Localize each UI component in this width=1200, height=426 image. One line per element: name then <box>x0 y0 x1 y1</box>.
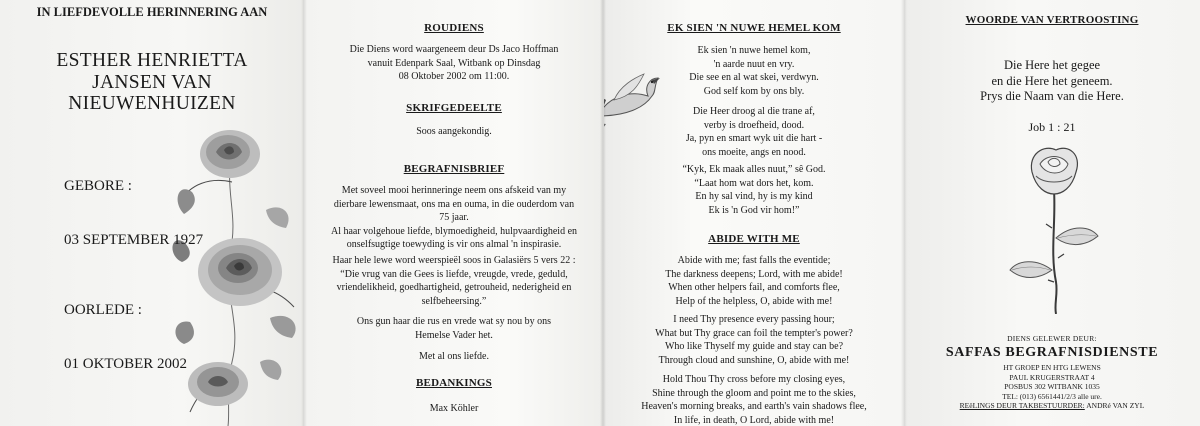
letter-paragraph-3 <box>304 315 604 342</box>
text-line: Die Diens word waargeneem deur Ds Jaco Hoffman <box>349 44 559 55</box>
undertaker-street: PAUL KRUGERSTRAAT 4 <box>1009 372 1095 382</box>
text-line: Al haar volgehoue liefde, blymoedigheid, hulpvaardigheid en <box>330 225 578 237</box>
text-line: Who like Thyself my guide and stay can be? <box>664 341 844 353</box>
text-line: God self kom by ons bly. <box>703 85 805 97</box>
text-line: Shine through the gloom and point me to the skies, <box>652 387 856 399</box>
poem-stanza-2 <box>604 105 904 159</box>
text-line: “Die vrug van die Gees is liefde, vreugde, vrede, geduld, <box>340 268 568 280</box>
text-line: onselfsugtige toewyding is vir ons almal 'n inspirasie. <box>346 239 562 251</box>
hymn-stanza-2 <box>604 313 904 367</box>
comfort-panel <box>904 0 1200 426</box>
text-line: What but Thy grace can foil the tempter's power? <box>655 327 853 339</box>
name-line: ESTHER HENRIETTA <box>56 50 248 71</box>
born-label: GEBORE : <box>64 178 132 194</box>
hymn-stanza-3 <box>604 373 904 426</box>
arranger-name: ANDRé VAN ZYL <box>1086 401 1145 410</box>
service-text <box>304 43 604 84</box>
letter-paragraph-1 <box>304 184 604 252</box>
text-line: 75 jaar. <box>439 212 469 224</box>
undertaker-arranger <box>904 401 1200 411</box>
letter-paragraph-2 <box>304 254 604 308</box>
poem-stanza-1 <box>604 44 904 98</box>
delivered-by-label: DIENS GELEWER DEUR: <box>1007 334 1097 343</box>
intro-heading: IN LIEFDEVOLLE HERINNERING AAN <box>36 5 268 19</box>
text-line: en die Here het geneem. <box>991 73 1113 88</box>
text-line: Through cloud and sunshine, O, abide with me! <box>658 354 850 366</box>
text-line: “Laat hom wat dors het, kom. <box>694 177 814 189</box>
undertaker-group: HT GROEP EN HTG LEWENS <box>1003 363 1101 372</box>
text-line: verby is droefheid, dood. <box>703 119 805 131</box>
text-line: Ons gun haar die rus en vrede wat sy nou by ons <box>356 316 552 327</box>
text-line: Prys die Naam van die Here. <box>980 89 1124 103</box>
text-line: Haar hele lewe word weerspieël soos in Galasiërs 5 vers 22 : <box>332 255 576 266</box>
text-line: Met soveel mooi herinneringe neem ons afskeid van my <box>341 185 567 196</box>
cover-panel <box>0 0 304 426</box>
name-line: JANSEN VAN <box>92 71 212 93</box>
comfort-reference: Job 1 : 21 <box>1028 120 1076 134</box>
text-line: In life, in death, O Lord, abide with me! <box>673 414 835 426</box>
text-line: Hold Thou Thy cross before my closing eyes, <box>662 374 846 385</box>
thanks-heading: BEDANKINGS <box>416 377 492 389</box>
undertaker-details <box>904 363 1200 411</box>
text-line: Ek sien 'n nuwe hemel kom, <box>697 45 811 56</box>
thanks-name: Max Köhler <box>429 403 479 414</box>
hymn-heading: ABIDE WITH ME <box>708 233 800 245</box>
text-line: ons moeite, angs en nood. <box>702 146 806 158</box>
poem-stanza-3 <box>604 163 904 217</box>
text-line: dierbare lewensmaat, ons ma en ouma, in die ouderdom van <box>333 198 575 210</box>
text-line: The darkness deepens; Lord, with me abide! <box>665 268 843 280</box>
text-line: I need Thy presence every passing hour; <box>673 314 835 325</box>
undertaker-pobox: POSBUS 302 WITBANK 1035 <box>1004 382 1100 391</box>
rose-top <box>200 130 260 178</box>
text-line: vriendelikheid, goedhartigheid, getrouheid, nederigheid en <box>336 282 572 294</box>
text-line: En hy sal vind, hy is my kind <box>695 191 813 203</box>
text-line: Hemelse Vader het. <box>415 329 493 341</box>
service-heading: ROUDIENS <box>424 22 484 34</box>
text-line: “Kyk, Ek maak alles nuut,” sê God. <box>682 164 826 175</box>
text-line: 'n aarde nuut en vry. <box>713 58 795 70</box>
roses-illustration <box>170 122 304 426</box>
rose-bottom <box>188 362 248 406</box>
died-date: 01 OKTOBER 2002 <box>64 356 188 372</box>
deceased-name <box>0 50 304 115</box>
text-line: Die Here het gegee <box>1003 58 1101 72</box>
text-line: Ek is 'n God vir hom!” <box>708 204 800 216</box>
text-line: Ja, pyn en smart wyk uit die hart - <box>685 133 823 145</box>
name-line: NIEUWENHUIZEN <box>68 93 236 114</box>
text-line: Heaven's morning breaks, and earth's vain shadows flee, <box>641 401 867 413</box>
undertaker-name: SAFFAS BEGRAFNISDIENSTE <box>945 345 1159 360</box>
text-line: Die Heer droog al die trane af, <box>693 106 815 117</box>
scripture-heading: SKRIFGEDEELTE <box>406 102 502 114</box>
text-line: vanuit Edenpark Saal, Witbank op Dinsdag <box>367 57 541 69</box>
scripture-text: Soos aangekondig. <box>416 126 492 137</box>
letter-heading: BEGRAFNISBRIEF <box>403 163 505 175</box>
single-rose-illustration <box>1006 142 1102 314</box>
service-panel <box>304 0 604 426</box>
text-line: When other helpers fail, and comforts flee, <box>668 282 840 294</box>
text-line: selfbeheersing.” <box>421 295 487 307</box>
arranger-label: REëLINGS DEUR TAKBESTUURDER: <box>959 401 1085 410</box>
born-date: 03 SEPTEMBER 1927 <box>64 232 204 248</box>
text-line: 08 Oktober 2002 om 11:00. <box>398 71 510 83</box>
hymn-stanza-1 <box>604 254 904 308</box>
text-line: Die see en al wat skei, verdwyn. <box>689 72 819 84</box>
comfort-verse <box>904 58 1200 105</box>
poem-heading: EK SIEN 'N NUWE HEMEL KOM <box>667 22 841 34</box>
text-line: Help of the helpless, O, abide with me! <box>675 295 833 307</box>
poem-panel <box>604 0 904 426</box>
comfort-heading: WOORDE VAN VERTROOSTING <box>965 14 1139 26</box>
letter-signoff: Met al ons liefde. <box>419 351 489 362</box>
text-line: Abide with me; fast falls the eventide; <box>677 255 831 266</box>
undertaker-tel: TEL: (013) 6561441/2/3 alle ure. <box>1002 391 1102 401</box>
rose-middle <box>198 238 282 306</box>
died-label: OORLEDE : <box>64 302 142 318</box>
